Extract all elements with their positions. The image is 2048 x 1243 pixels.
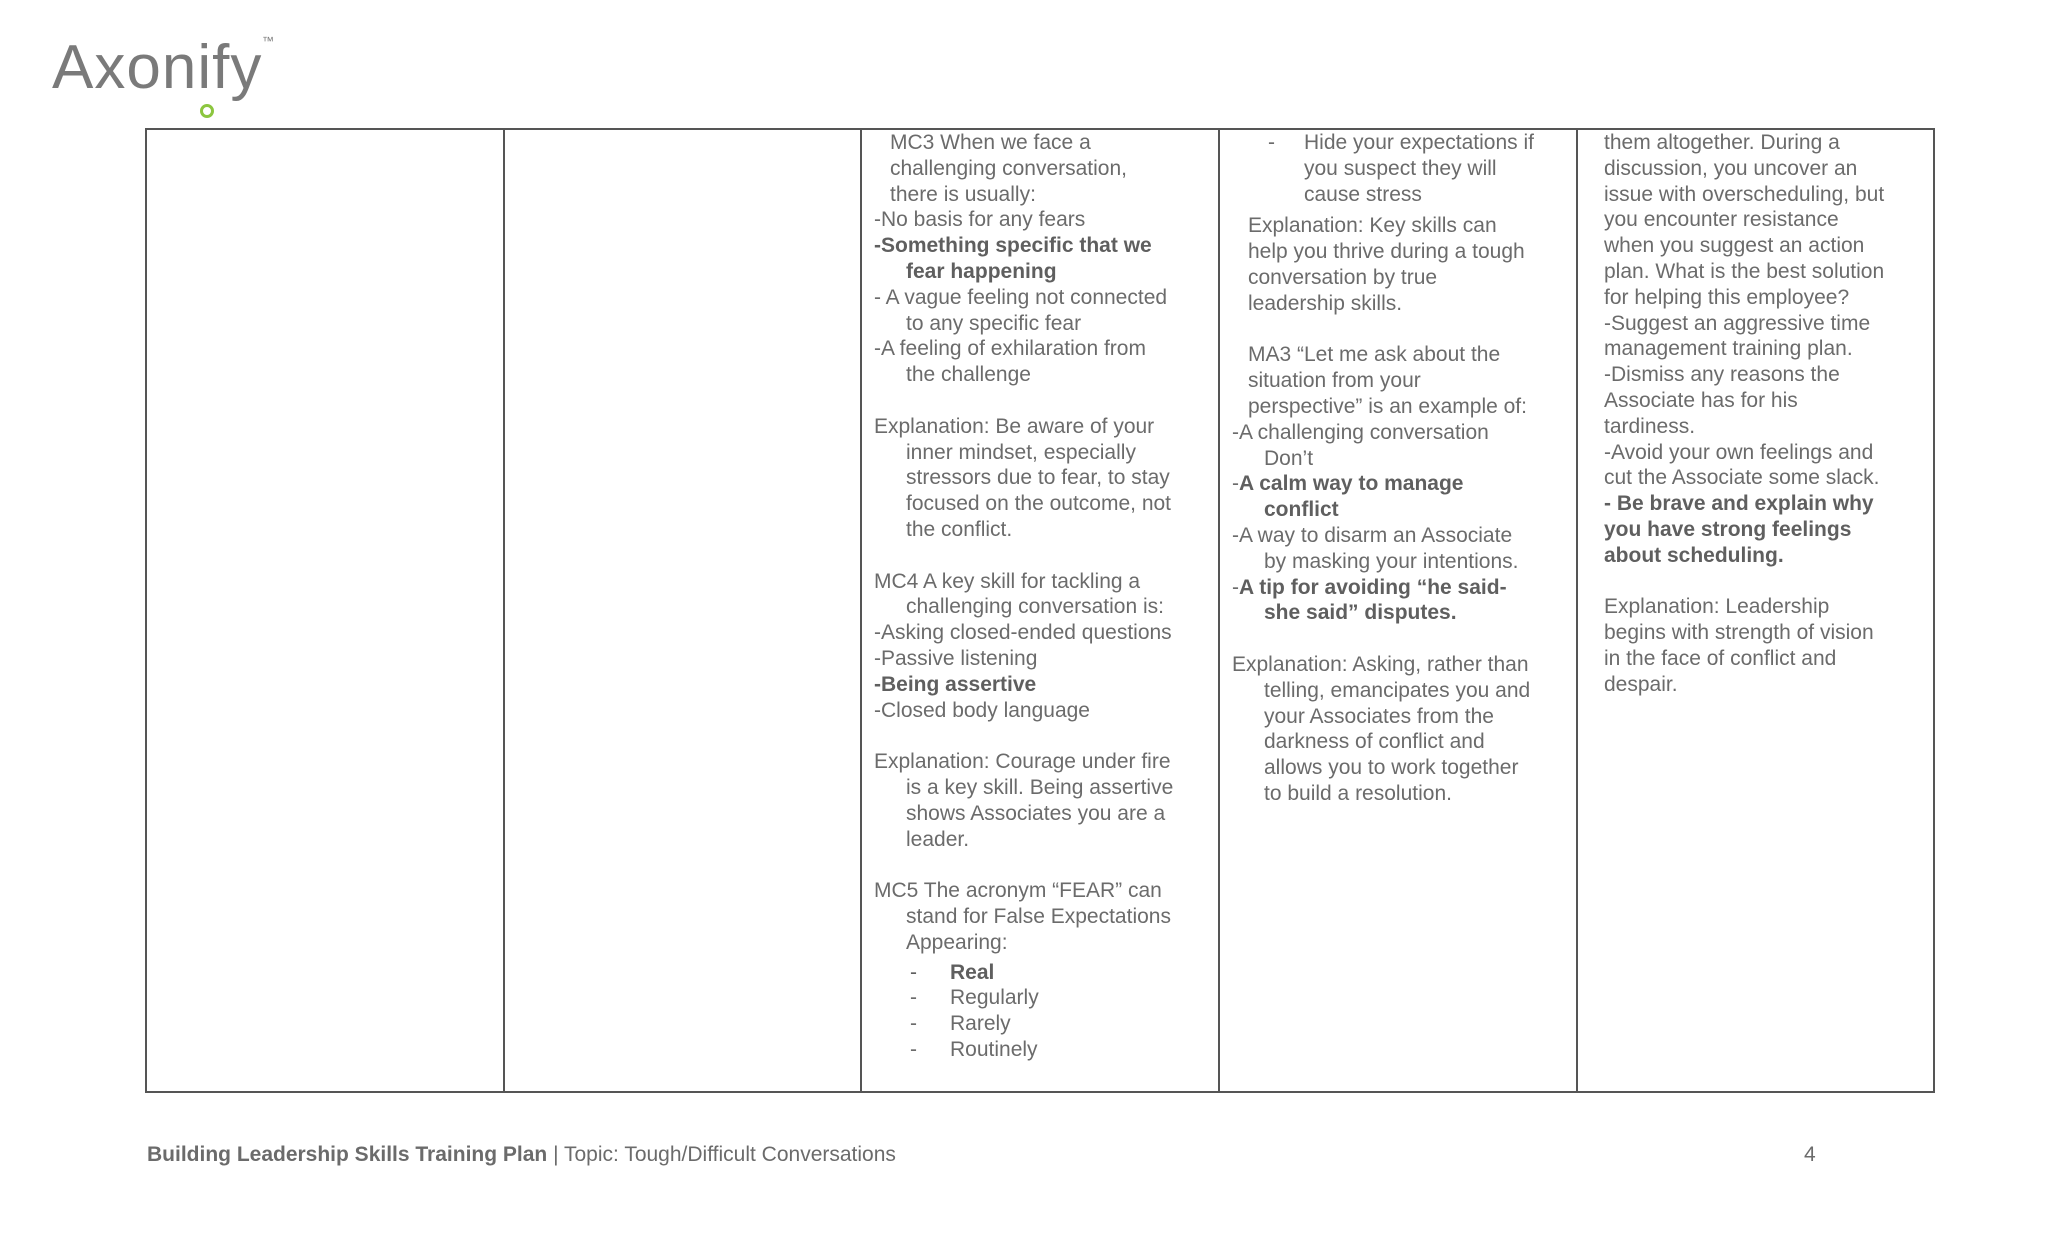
scenario-correct-answer: you have strong feelings — [1604, 517, 1852, 541]
mc3-question: there is usually: — [890, 182, 1036, 206]
mc3-correct-answer: -Something specific that we — [874, 234, 1152, 258]
ma3-answer: -A way to disarm an Associate — [1232, 523, 1513, 547]
scenario-answer: -Dismiss any reasons the — [1604, 363, 1840, 387]
question-block-ma3 — [1220, 130, 1576, 807]
mc5-option: - Routinely — [910, 1037, 1038, 1061]
scenario-text: for helping this employee? — [1604, 285, 1850, 309]
table-cell-4 — [1219, 129, 1577, 1092]
logo-o-accent-icon — [200, 104, 214, 118]
explanation-text: help you thrive during a tough — [1248, 240, 1525, 264]
list-item-continued: cause stress — [1304, 182, 1422, 206]
scenario-answer: -Avoid your own feelings and — [1604, 440, 1874, 464]
mc5-question: Appearing: — [906, 930, 1008, 954]
question-block-mc3-mc5 — [862, 130, 1218, 1063]
ma3-answer: -A challenging conversation — [1232, 420, 1489, 444]
mc3-explanation: Explanation: Be aware of your — [874, 414, 1155, 438]
mc5-option: - Rarely — [910, 1012, 1011, 1036]
mc3-explanation: focused on the outcome, not — [906, 492, 1172, 516]
scenario-answer: -Suggest an aggressive time — [1604, 311, 1871, 335]
mc3-answer: - A vague feeling not connected — [874, 285, 1168, 309]
table-row — [146, 129, 1934, 1092]
mc5-question: MC5 The acronym “FEAR” can — [874, 879, 1162, 903]
mc4-question: challenging conversation is: — [906, 595, 1164, 619]
ma3-correct-answer: -A tip for avoiding “he said- — [1232, 575, 1507, 599]
mc4-correct-answer: -Being assertive — [874, 672, 1037, 696]
mc5-question: stand for False Expectations — [906, 904, 1171, 928]
mc3-answer: to any specific fear — [906, 311, 1082, 335]
ma3-correct-answer: -A calm way to manage — [1232, 472, 1464, 496]
mc4-answer: -Closed body language — [874, 698, 1090, 722]
scenario-text: you encounter resistance — [1604, 208, 1839, 232]
ma3-correct-answer: conflict — [1264, 498, 1339, 522]
list-item: - Hide your expectations if — [1268, 131, 1534, 154]
mc4-explanation: leader. — [906, 827, 970, 851]
table-cell-3 — [861, 129, 1219, 1092]
ma3-explanation: darkness of conflict and — [1264, 730, 1485, 754]
logo-trademark: ™ — [262, 34, 274, 48]
scenario-text: plan. What is the best solution — [1604, 259, 1885, 283]
document-title: Building Leadership Skills Training Plan — [147, 1143, 548, 1166]
scenario-answer: cut the Associate some slack. — [1604, 466, 1880, 490]
explanation-text: leadership skills. — [1248, 291, 1403, 315]
ma3-explanation: allows you to work together — [1264, 756, 1519, 780]
ma3-question: MA3 “Let me ask about the — [1248, 343, 1501, 367]
mc3-correct-answer: fear happening — [906, 259, 1057, 283]
ma3-question: perspective” is an example of: — [1248, 394, 1527, 418]
mc5-option: - Regularly — [910, 986, 1039, 1010]
scenario-explanation: in the face of conflict and — [1604, 646, 1837, 670]
scenario-explanation: begins with strength of vision — [1604, 621, 1874, 645]
mc3-explanation: inner mindset, especially — [906, 440, 1136, 464]
scenario-explanation: despair. — [1604, 672, 1678, 696]
ma3-question: situation from your — [1248, 369, 1421, 393]
mc3-answer: -A feeling of exhilaration from — [874, 337, 1146, 361]
scenario-answer: tardiness. — [1604, 414, 1696, 438]
scenario-answer: management training plan. — [1604, 337, 1853, 361]
ma3-explanation: to build a resolution. — [1264, 781, 1452, 805]
scenario-answer: Associate has for his — [1604, 388, 1798, 412]
page-footer — [147, 1143, 896, 1167]
table-cell-1 — [146, 129, 504, 1092]
mc3-question: challenging conversation, — [890, 156, 1127, 180]
explanation-text: Explanation: Key skills can — [1248, 214, 1497, 238]
page-number: 4 — [1804, 1143, 1816, 1166]
mc3-question: MC3 When we face a — [890, 131, 1091, 154]
ma3-answer: by masking your intentions. — [1264, 549, 1519, 573]
mc4-answer: -Passive listening — [874, 646, 1038, 670]
scenario-correct-answer: about scheduling. — [1604, 543, 1784, 567]
mc5-correct-option: - Real — [910, 960, 995, 984]
mc4-explanation: Explanation: Courage under fire — [874, 750, 1171, 774]
scenario-text: discussion, you uncover an — [1604, 156, 1858, 180]
footer-separator: | — [547, 1143, 564, 1166]
document-topic: Topic: Tough/Difficult Conversations — [564, 1143, 896, 1166]
ma3-answer: Don’t — [1264, 446, 1314, 470]
mc3-answer: -No basis for any fears — [874, 208, 1086, 232]
mc3-explanation: the conflict. — [906, 517, 1013, 541]
training-plan-table — [145, 128, 1935, 1093]
axonify-logo — [52, 28, 292, 108]
mc4-explanation: is a key skill. Being assertive — [906, 775, 1174, 799]
table-cell-2 — [504, 129, 861, 1092]
list-item-continued: you suspect they will — [1304, 156, 1497, 180]
scenario-text: them altogether. During a — [1604, 131, 1840, 154]
mc3-explanation: stressors due to fear, to stay — [906, 466, 1170, 490]
mc3-answer: the challenge — [906, 363, 1031, 387]
scenario-text: issue with overscheduling, but — [1604, 182, 1885, 206]
logo-wordmark: Axonify — [52, 33, 263, 102]
ma3-correct-answer: she said” disputes. — [1264, 601, 1457, 625]
table-cell-5 — [1577, 129, 1934, 1092]
scenario-explanation: Explanation: Leadership — [1604, 595, 1830, 619]
explanation-text: conversation by true — [1248, 265, 1438, 289]
scenario-correct-answer: - Be brave and explain why — [1604, 492, 1874, 516]
ma3-explanation: your Associates from the — [1264, 704, 1494, 728]
scenario-text: when you suggest an action — [1604, 234, 1865, 258]
ma3-explanation: telling, emancipates you and — [1264, 678, 1531, 702]
scenario-question-block — [1578, 130, 1933, 698]
mc4-question: MC4 A key skill for tackling a — [874, 569, 1141, 593]
mc4-answer: -Asking closed-ended questions — [874, 621, 1172, 645]
mc4-explanation: shows Associates you are a — [906, 801, 1166, 825]
ma3-explanation: Explanation: Asking, rather than — [1232, 652, 1529, 676]
